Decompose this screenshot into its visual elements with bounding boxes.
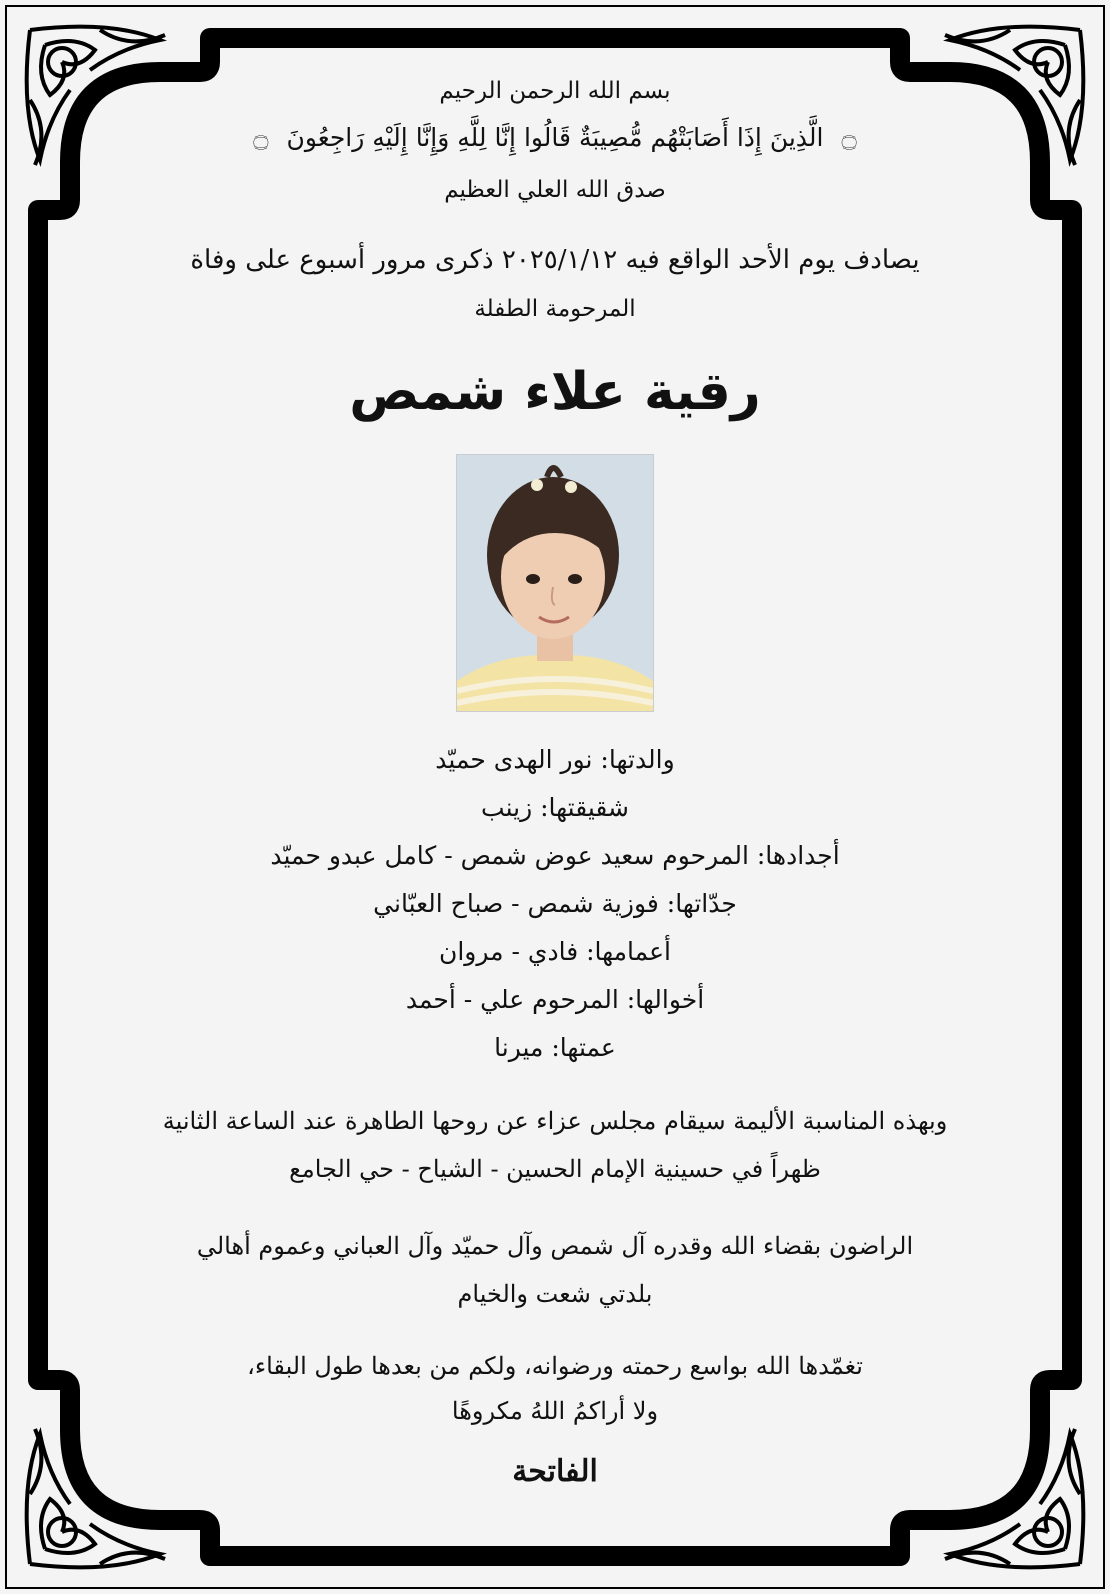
verse-ornament-left-icon: ۝ xyxy=(253,123,269,153)
family-grandfathers: أجدادها: المرحوم سعيد عوض شمص - كامل عبدو حميّد xyxy=(270,841,840,870)
family-sister: شقيقتها: زينب xyxy=(481,793,629,822)
family-grandmothers: جدّاتها: فوزية شمص - صباح العبّاني xyxy=(373,889,737,918)
child-portrait-photo xyxy=(456,454,654,712)
family-maternal-uncles: أخوالها: المرحوم علي - أحمد xyxy=(405,985,705,1014)
announcement-line-2: المرحومة الطفلة xyxy=(474,296,636,322)
family-paternal-aunt: عمتها: ميرنا xyxy=(494,1033,616,1062)
quran-verse-line xyxy=(80,123,1030,153)
announcement-line-1: يصادف يوم الأحد الواقع فيه ٢٠٢٥/١/١٢ ذكرى مرور أسبوع على وفاة xyxy=(190,245,920,275)
basmala: بسم الله الرحمن الرحيم xyxy=(439,78,671,104)
mourners-line-1: الراضون بقضاء الله وقدره آل شمص وآل حميّد وآل العباني وعموم أهالي xyxy=(196,1232,914,1260)
ceremony-line-1: وبهذه المناسبة الأليمة سيقام مجلس عزاء عن روحها الطاهرة عند الساعة الثانية xyxy=(162,1107,948,1135)
prayer-line-1: تغمّدها الله بواسع رحمته ورضوانه، ولكم من بعدها طول البقاء، xyxy=(247,1352,863,1380)
quran-verse: الَّذِينَ إِذَا أَصَابَتْهُم مُّصِيبَةٌ قَالُوا إِنَّا لِلَّهِ وَإِنَّا إِلَيْهِ رَاجِعُونَ xyxy=(286,123,824,152)
verse-ornament-right-icon: ۝ xyxy=(841,123,857,153)
ceremony-line-2: ظهراً في حسينية الإمام الحسين - الشياح - حي الجامع xyxy=(289,1155,821,1183)
mourners-line-2: بلدتي شعت والخيام xyxy=(457,1280,653,1308)
verse-closing: صدق الله العلي العظيم xyxy=(444,177,666,203)
deceased-name: رقية علاء شمص xyxy=(349,362,761,422)
prayer-line-2: ولا أراكمُ اللهُ مكروهًا xyxy=(451,1397,659,1425)
family-paternal-uncles: أعمامها: فادي - مروان xyxy=(438,937,671,966)
family-mother: والدتها: نور الهدى حميّد xyxy=(435,745,675,774)
fatiha: الفاتحة xyxy=(512,1454,598,1489)
